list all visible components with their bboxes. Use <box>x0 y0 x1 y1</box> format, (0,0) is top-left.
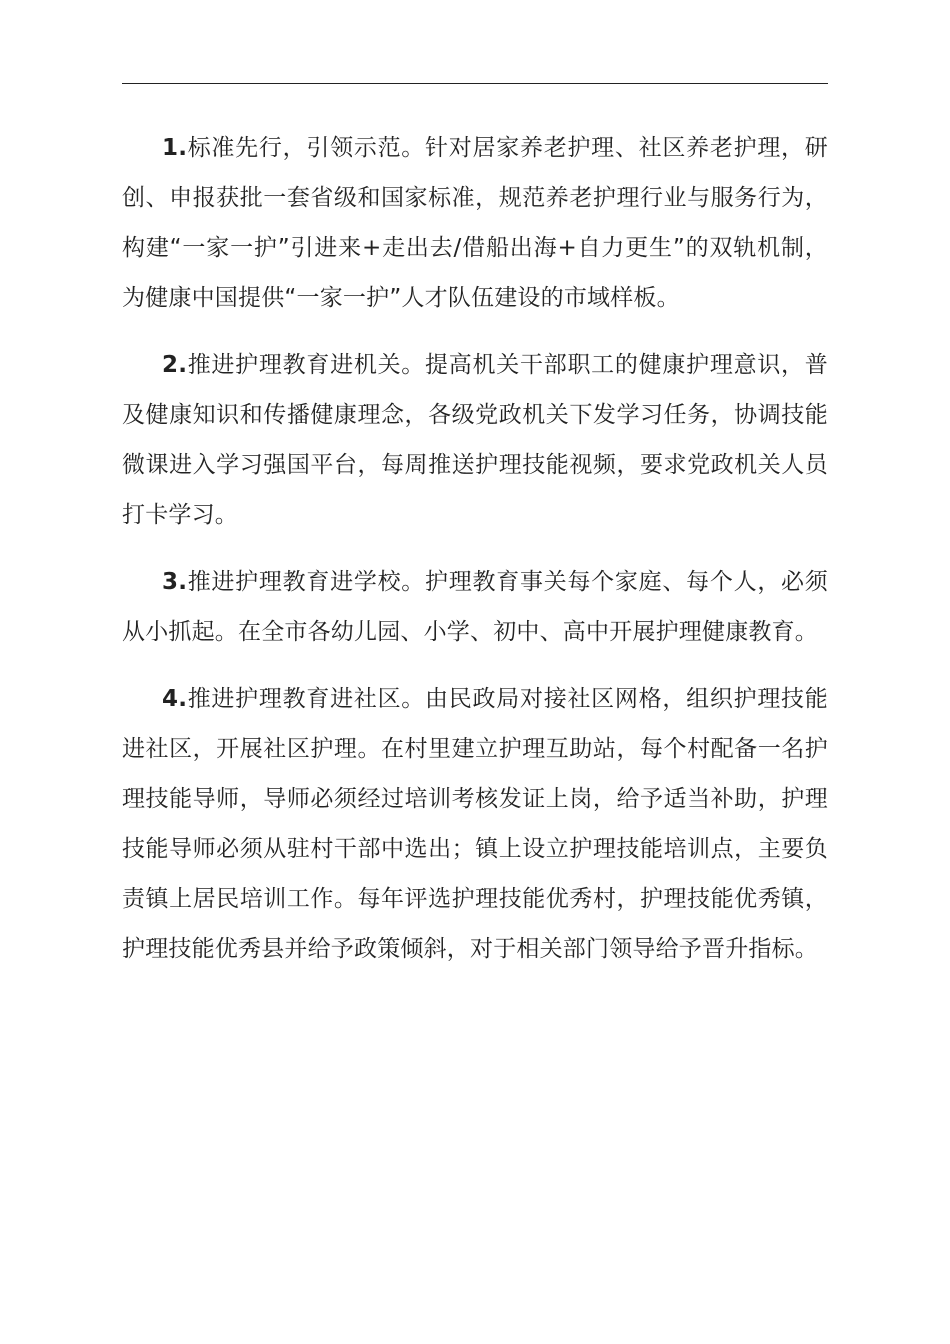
header-divider <box>122 83 828 84</box>
paragraph-2 <box>122 340 828 540</box>
paragraph-text: 推进护理教育进机关。提高机关干部职工的健康护理意识，普及健康知识和传播健康理念，各级党政机关下发学习任务，协调技能微课进入学习强国平台，每周推送护理技能视频，要求党政机关人员打卡学习。 <box>122 352 828 528</box>
paragraph-4 <box>122 674 828 974</box>
paragraph-1 <box>122 123 828 323</box>
document-body <box>122 123 828 991</box>
paragraph-number: 4. <box>162 686 188 712</box>
paragraph-3 <box>122 557 828 657</box>
paragraph-number: 2. <box>162 352 188 378</box>
paragraph-number: 3. <box>162 569 188 595</box>
paragraph-text: 标准先行，引领示范。针对居家养老护理、社区养老护理，研创、申报获批一套省级和国家标准，规范养老护理行业与服务行为，构建“一家一护”引进来+走出去/借船出海+自力更生”的双轨机制，为健康中国提供“一家一护”人才队伍建设的市域样板。 <box>122 135 828 311</box>
paragraph-text: 推进护理教育进社区。由民政局对接社区网格，组织护理技能进社区，开展社区护理。在村里建立护理互助站，每个村配备一名护理技能导师，导师必须经过培训考核发证上岗，给予适当补助，护理技能导师必须从驻村干部中选出；镇上设立护理技能培训点，主要负责镇上居民培训工作。每年评选护理技能优秀村，护理技能优秀镇，护理技能优秀县并给予政策倾斜，对于相关部门领导给予晋升指标。 <box>122 686 828 962</box>
paragraph-text: 推进护理教育进学校。护理教育事关每个家庭、每个人，必须从小抓起。在全市各幼儿园、小学、初中、高中开展护理健康教育。 <box>122 569 828 645</box>
paragraph-number: 1. <box>162 135 188 161</box>
